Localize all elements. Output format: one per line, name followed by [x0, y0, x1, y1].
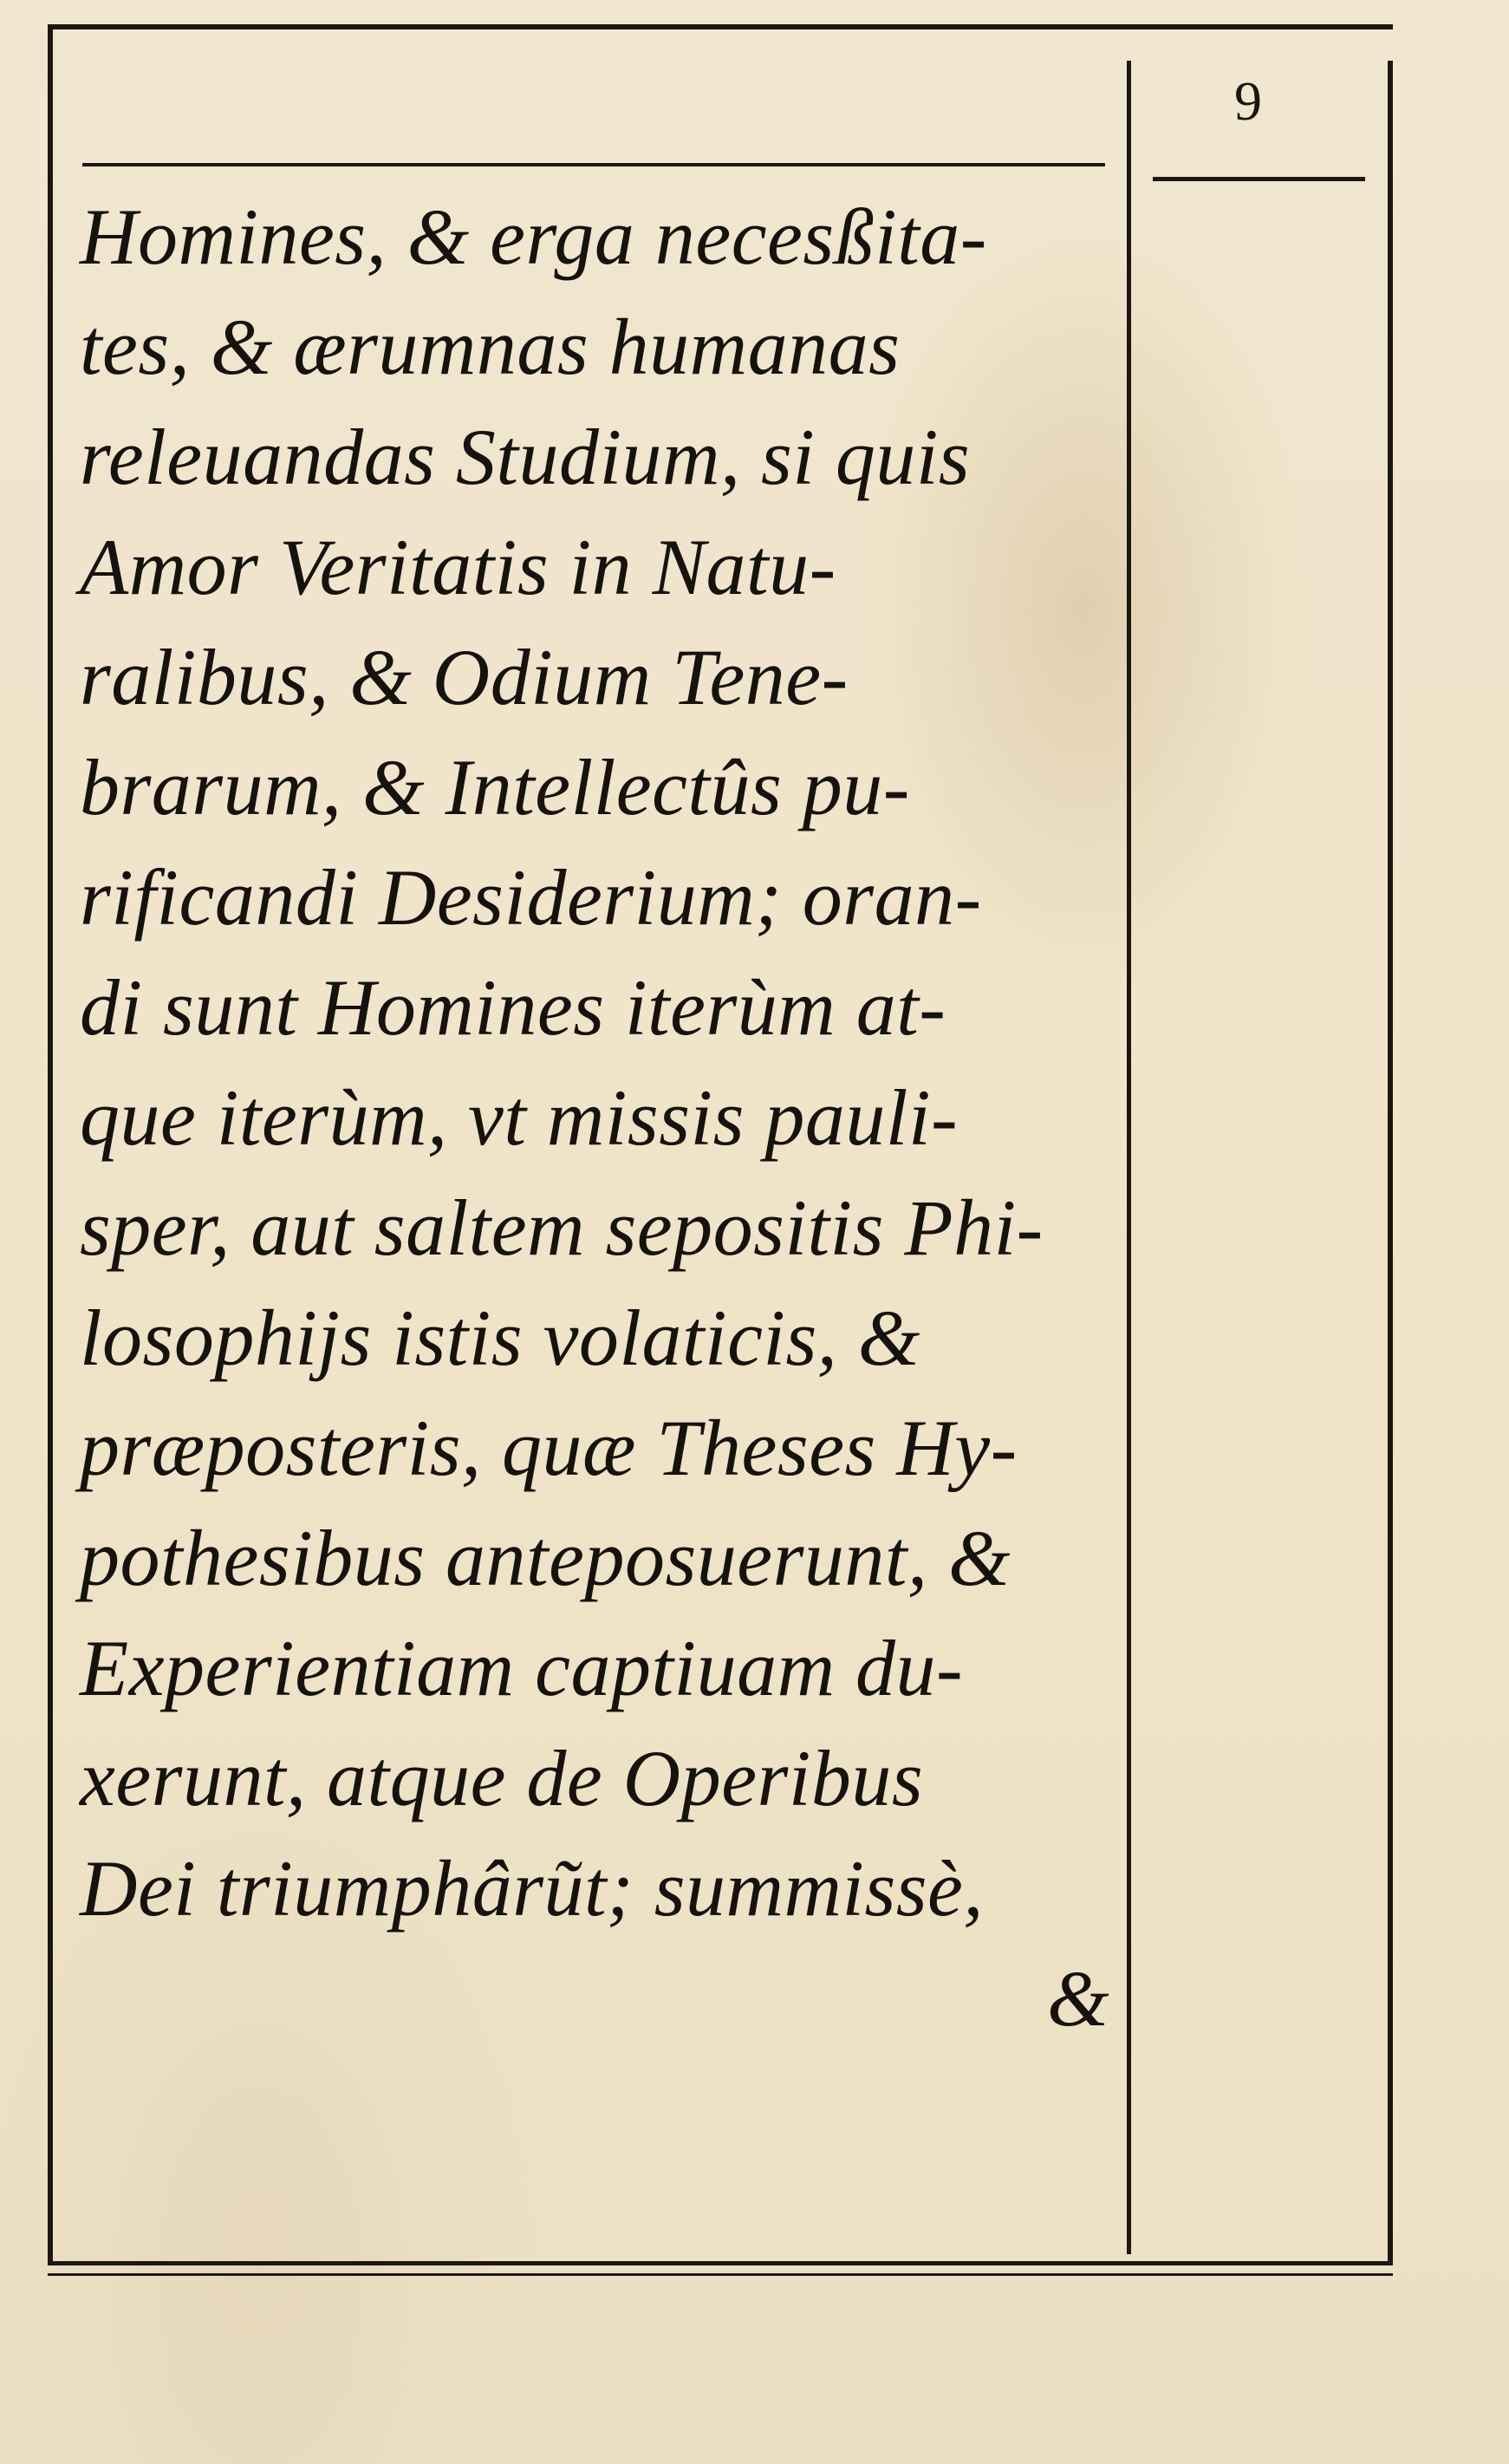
text-line: losophijs istis volaticis, & [80, 1294, 920, 1382]
frame-bottom-rule [48, 2261, 1393, 2265]
text-line: ralibus, & Odium Tene- [80, 633, 849, 721]
header-rule-margin-column [1153, 177, 1365, 181]
page-number: 9 [1234, 70, 1262, 132]
text-line: brarum, & Intellectûs pu- [80, 743, 910, 831]
text-line: tes, & ærumnas humanas [80, 303, 901, 391]
margin-column-divider [1127, 61, 1131, 2254]
text-line: pothesibus anteposuerunt, & [80, 1514, 1011, 1602]
frame-left-rule [48, 24, 53, 2261]
header-rule-text-column [82, 163, 1105, 166]
catchword: & [1046, 1954, 1109, 2043]
text-line: Amor Veritatis in Natu- [80, 523, 836, 611]
text-line: sper, aut saltem sepositis Phi- [80, 1183, 1044, 1272]
text-line: Dei triumphârũt; summissè, [80, 1844, 984, 1933]
body-text [80, 182, 1120, 2054]
text-line: xerunt, atque de Operibus [80, 1734, 924, 1822]
text-line: rificandi Desiderium; oran- [80, 853, 982, 942]
frame-bottom-rule-thin [48, 2273, 1393, 2276]
text-line: Homines, & erga necesßita- [80, 192, 987, 281]
text-line: præposteris, quæ Theses Hy- [80, 1404, 1018, 1492]
frame-top-rule [48, 24, 1393, 29]
text-line: Experientiam captiuam du- [80, 1624, 964, 1712]
frame-right-rule [1388, 61, 1393, 2263]
text-line: que iterùm, vt missis pauli- [80, 1073, 959, 1162]
text-line: releuandas Studium, si quis [80, 413, 971, 501]
text-line: di sunt Homines iterùm at- [80, 963, 946, 1052]
